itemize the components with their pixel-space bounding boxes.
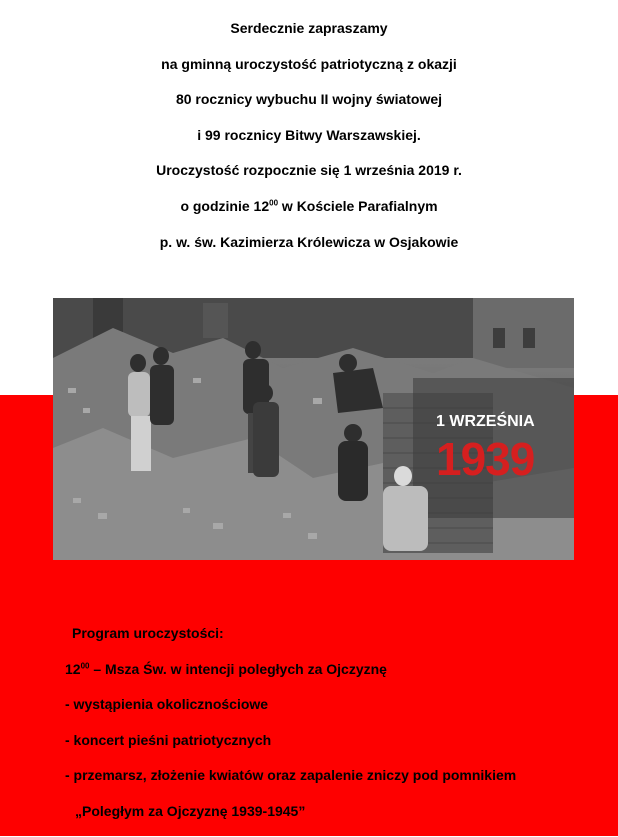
program-item-mass — [65, 659, 605, 695]
mass-text: – Msza Św. w intencji poległych za Ojczyznę — [89, 660, 387, 677]
program-item: - koncert pieśni patriotycznych — [65, 731, 272, 748]
invitation-line: p. w. św. Kazimierza Królewicza w Osjakowie — [159, 233, 459, 250]
invitation-text — [0, 18, 618, 267]
invitation-line: Uroczystość rozpocznie się 1 września 2019 r. — [156, 162, 462, 179]
invitation-time-line — [0, 196, 618, 232]
invitation-line: na gminną uroczystość patriotyczną z okazji — [161, 55, 457, 72]
caption-date: 1 WRZEŚNIA — [436, 413, 535, 430]
program-section — [65, 623, 605, 837]
program-monument: „Poległym za Ojczyznę 1939-1945” — [75, 802, 306, 819]
program-item: - wystąpienia okolicznościowe — [65, 696, 269, 713]
caption-year: 1939 — [436, 433, 535, 485]
invitation-line: 80 rocznicy wybuchu II wojny światowej — [175, 91, 443, 108]
venue-text: w Kościele Parafialnym — [278, 197, 438, 214]
program-heading: Program uroczystości: — [72, 625, 224, 641]
mass-minutes: 00 — [80, 660, 90, 670]
time-hour: o godzinie 12 — [180, 197, 270, 214]
invitation-line: i 99 rocznicy Bitwy Warszawskiej. — [197, 126, 421, 143]
time-minutes: 00 — [269, 198, 279, 208]
historical-photo — [53, 298, 574, 560]
mass-hour: 12 — [65, 660, 81, 677]
invitation-line: Serdecznie zapraszamy — [230, 20, 388, 36]
program-item: - przemarsz, złożenie kwiatów oraz zapalenie zniczy pod pomnikiem — [65, 767, 517, 784]
